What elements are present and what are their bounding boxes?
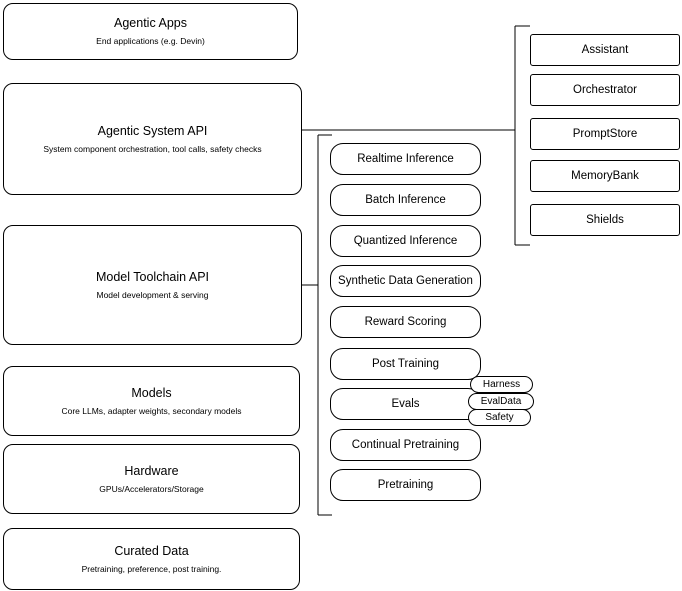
node-label: Continual Pretraining	[351, 439, 460, 451]
node-label: Harness	[482, 379, 521, 390]
node-label: Evals	[391, 398, 420, 410]
stack-layer-subtitle: End applications (e.g. Devin)	[96, 36, 205, 46]
node-label: Synthetic Data Generation	[338, 275, 473, 287]
stack-layer-subtitle: GPUs/Accelerators/Storage	[99, 483, 204, 494]
node-label: Realtime Inference	[357, 153, 454, 165]
stack-layer-agentic-apps[interactable]	[3, 3, 298, 60]
toolchain-node-synthetic-data-generation[interactable]	[330, 265, 481, 297]
stack-layer-hardware[interactable]	[3, 444, 300, 514]
node-label: MemoryBank	[571, 170, 639, 182]
eval-pill-harness[interactable]	[470, 376, 533, 393]
stack-layer-title: Agentic System API	[97, 123, 208, 138]
node-label: Orchestrator	[573, 84, 637, 96]
stack-layer-curated-data[interactable]	[3, 528, 300, 590]
stack-layer-subtitle: System component orchestration, tool calls, safety checks	[43, 143, 262, 154]
toolchain-node-evals[interactable]	[330, 388, 481, 420]
stack-layer-models[interactable]	[3, 366, 300, 436]
eval-pill-safety[interactable]	[468, 409, 531, 426]
node-label: Shields	[586, 214, 624, 226]
stack-layer-agentic-system-api[interactable]	[3, 83, 302, 195]
stack-layer-title: Model Toolchain API	[95, 269, 210, 284]
toolchain-node-realtime-inference[interactable]	[330, 143, 481, 175]
stack-layer-title: Hardware	[124, 463, 179, 478]
stack-layer-model-toolchain-api[interactable]	[3, 225, 302, 345]
node-label: PromptStore	[572, 128, 638, 140]
toolchain-node-batch-inference[interactable]	[330, 184, 481, 216]
node-label: EvalData	[480, 396, 522, 407]
node-label: Reward Scoring	[364, 316, 447, 328]
node-label: Safety	[485, 412, 514, 423]
node-label: Post Training	[371, 358, 440, 370]
toolchain-node-continual-pretraining[interactable]	[330, 429, 481, 461]
node-label: Batch Inference	[365, 194, 446, 206]
stack-layer-title: Agentic Apps	[114, 16, 187, 30]
system-node-memorybank[interactable]	[530, 160, 680, 192]
eval-pill-evaldata[interactable]	[468, 393, 534, 410]
toolchain-node-reward-scoring[interactable]	[330, 306, 481, 338]
stack-layer-title: Curated Data	[114, 543, 189, 558]
system-node-orchestrator[interactable]	[530, 74, 680, 106]
stack-layer-subtitle: Pretraining, preference, post training.	[81, 563, 222, 574]
system-node-promptstore[interactable]	[530, 118, 680, 150]
system-node-shields[interactable]	[530, 204, 680, 236]
toolchain-node-quantized-inference[interactable]	[330, 225, 481, 257]
stack-layer-subtitle: Core LLMs, adapter weights, secondary models	[61, 405, 242, 416]
toolchain-node-pretraining[interactable]	[330, 469, 481, 501]
system-node-assistant[interactable]	[530, 34, 680, 66]
node-label: Assistant	[581, 44, 629, 56]
stack-layer-title: Models	[131, 385, 172, 400]
node-label: Pretraining	[377, 479, 434, 491]
node-label: Quantized Inference	[353, 235, 458, 247]
toolchain-node-post-training[interactable]	[330, 348, 481, 380]
stack-layer-subtitle: Model development & serving	[96, 289, 209, 300]
